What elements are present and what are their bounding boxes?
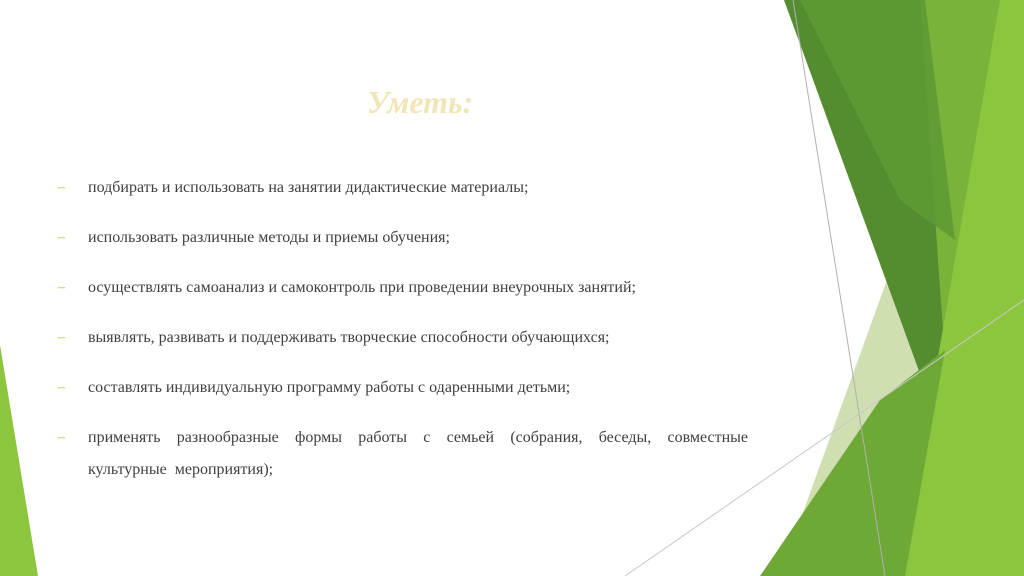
list-item (58, 172, 748, 204)
list-item (58, 222, 748, 254)
bullet-text: применять разнообразные формы работы с семьей (собрания, беседы, совместные культурные мероприятия); (88, 429, 748, 478)
list-item (58, 272, 748, 304)
bullet-marker: – (58, 280, 65, 295)
bullet-marker: – (58, 230, 65, 245)
bullet-marker: – (58, 180, 65, 195)
bullet-marker: – (58, 430, 65, 445)
bullet-text: выявлять, развивать и поддерживать творческие способности обучающихся; (88, 329, 610, 346)
list-item (58, 422, 748, 486)
bullet-text: использовать различные методы и приемы обучения; (88, 229, 450, 246)
bullet-text: составлять индивидуальную программу работы с одаренными детьми; (88, 379, 571, 396)
slide-title: Уметь: (366, 84, 474, 120)
bullet-list (58, 172, 748, 504)
bullet-text: осуществлять самоанализ и самоконтроль при проведении внеурочных занятий; (88, 279, 636, 296)
list-item (58, 322, 748, 354)
list-item (58, 372, 748, 404)
bullet-text: подбирать и использовать на занятии дидактические материалы; (88, 179, 529, 196)
bullet-marker: – (58, 380, 65, 395)
left-green-sliver (0, 345, 38, 576)
bullet-marker: – (58, 330, 65, 345)
